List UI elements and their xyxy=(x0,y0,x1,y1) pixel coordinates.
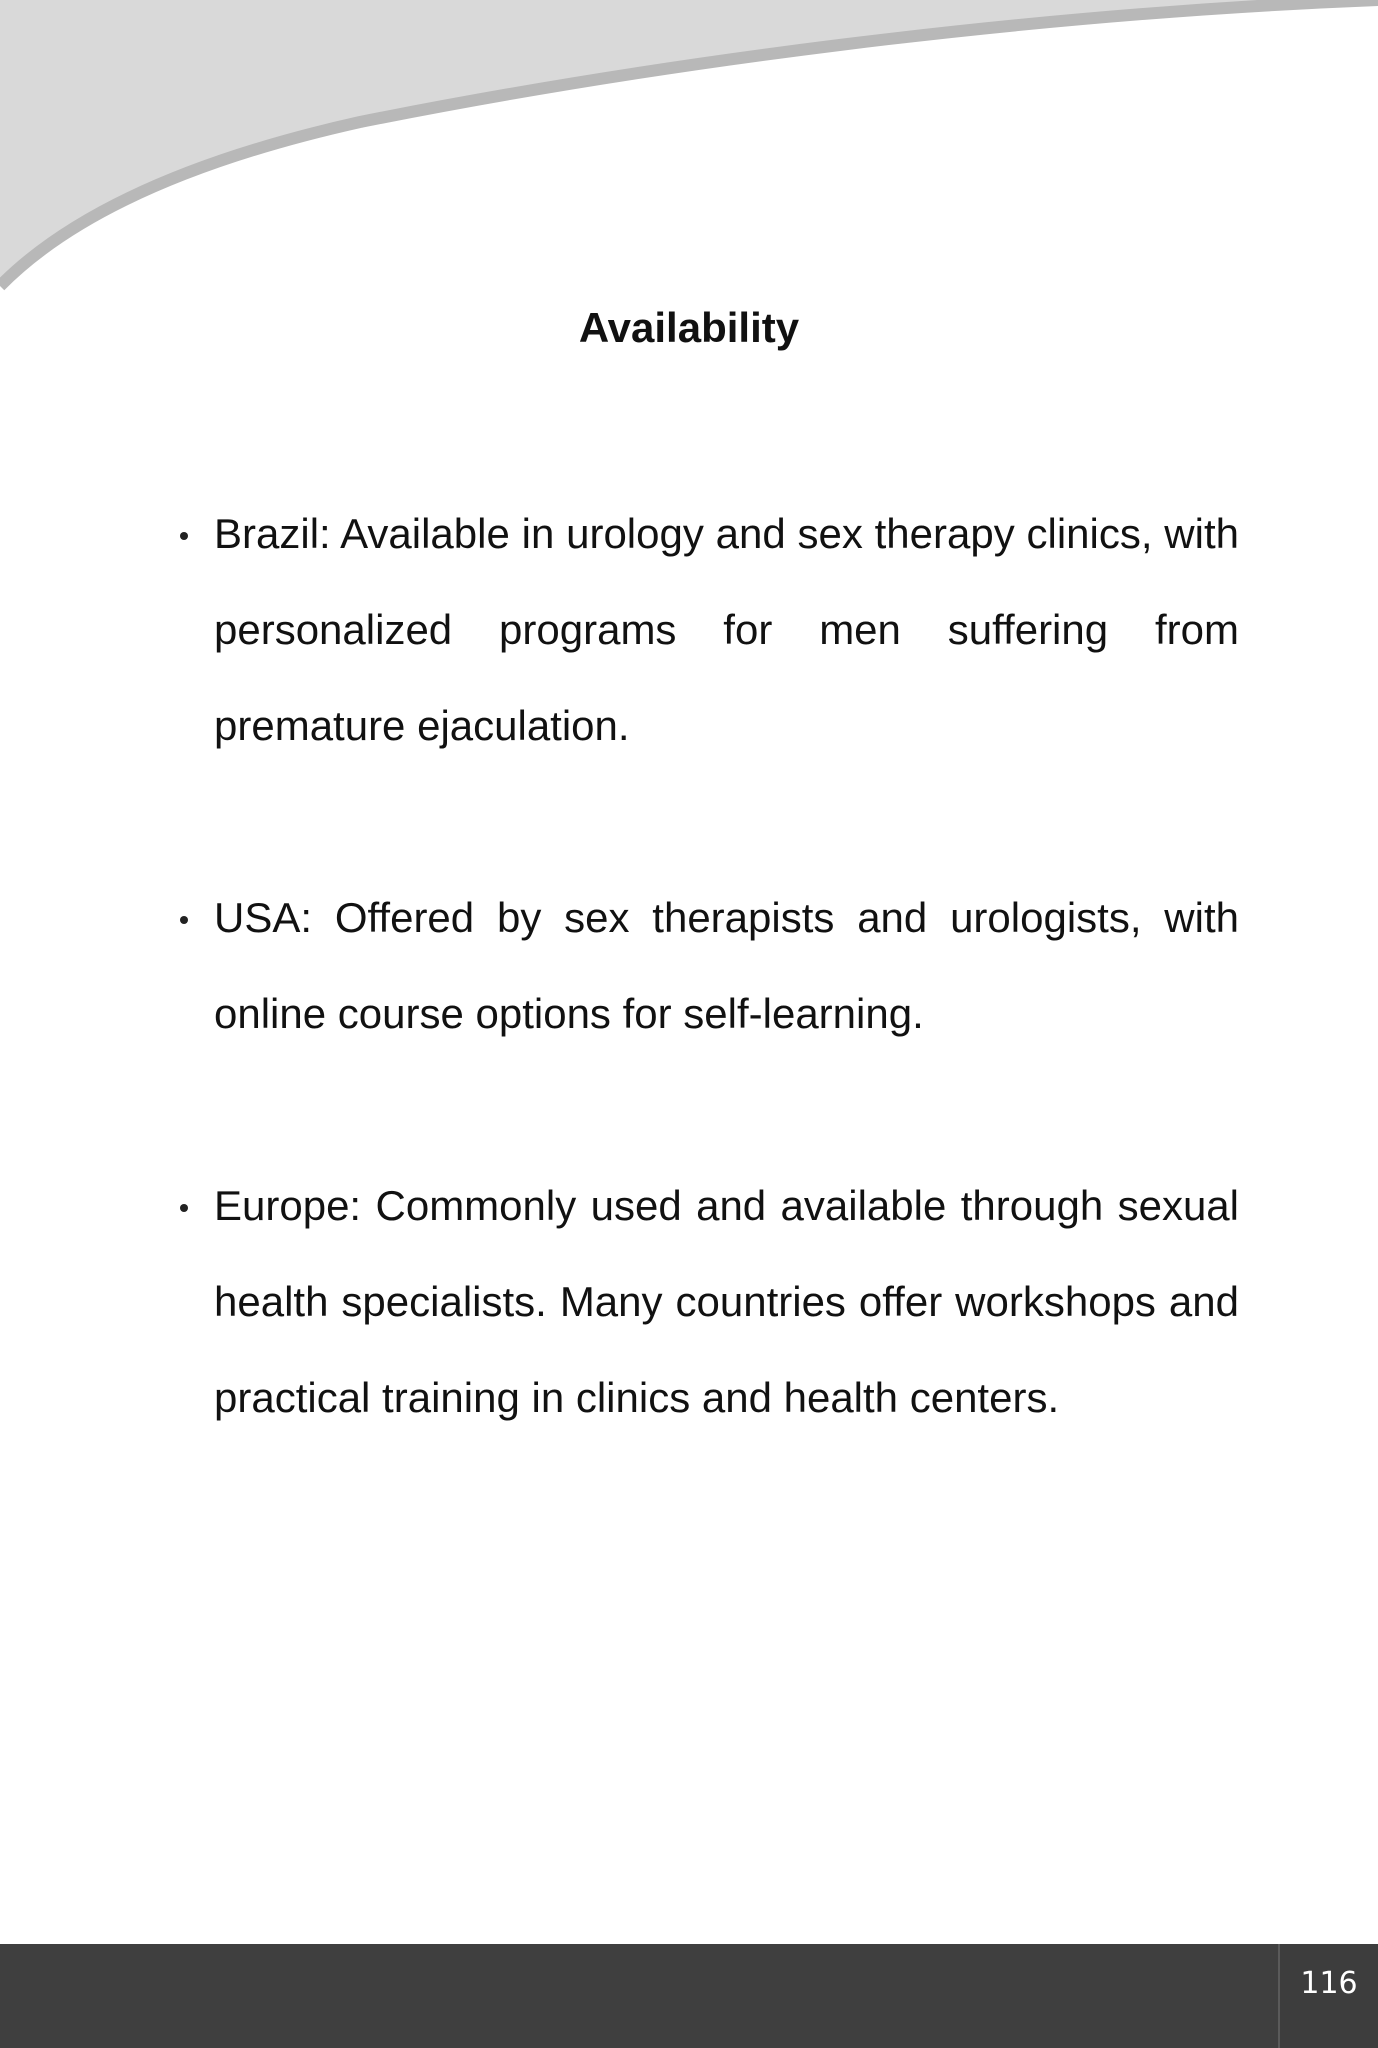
header-curve-decoration xyxy=(0,0,1378,300)
availability-list xyxy=(214,486,1239,1542)
page-number-box xyxy=(1278,1944,1378,2048)
list-item-europe: Europe: Commonly used and available through sexual health specialists. Many countries offer workshops and practical training in clinics and health centers. xyxy=(214,1158,1239,1446)
page-number: 116 xyxy=(1300,1966,1358,2001)
page-title: Availability xyxy=(578,304,800,351)
list-item-brazil: Brazil: Available in urology and sex therapy clinics, with personalized programs for men suffering from premature ejaculation. xyxy=(214,486,1239,774)
list-item-usa: USA: Offered by sex therapists and urologists, with online course options for self-learning. xyxy=(214,870,1239,1062)
page-footer xyxy=(0,1944,1378,2048)
header-curve-fill xyxy=(0,0,1378,286)
